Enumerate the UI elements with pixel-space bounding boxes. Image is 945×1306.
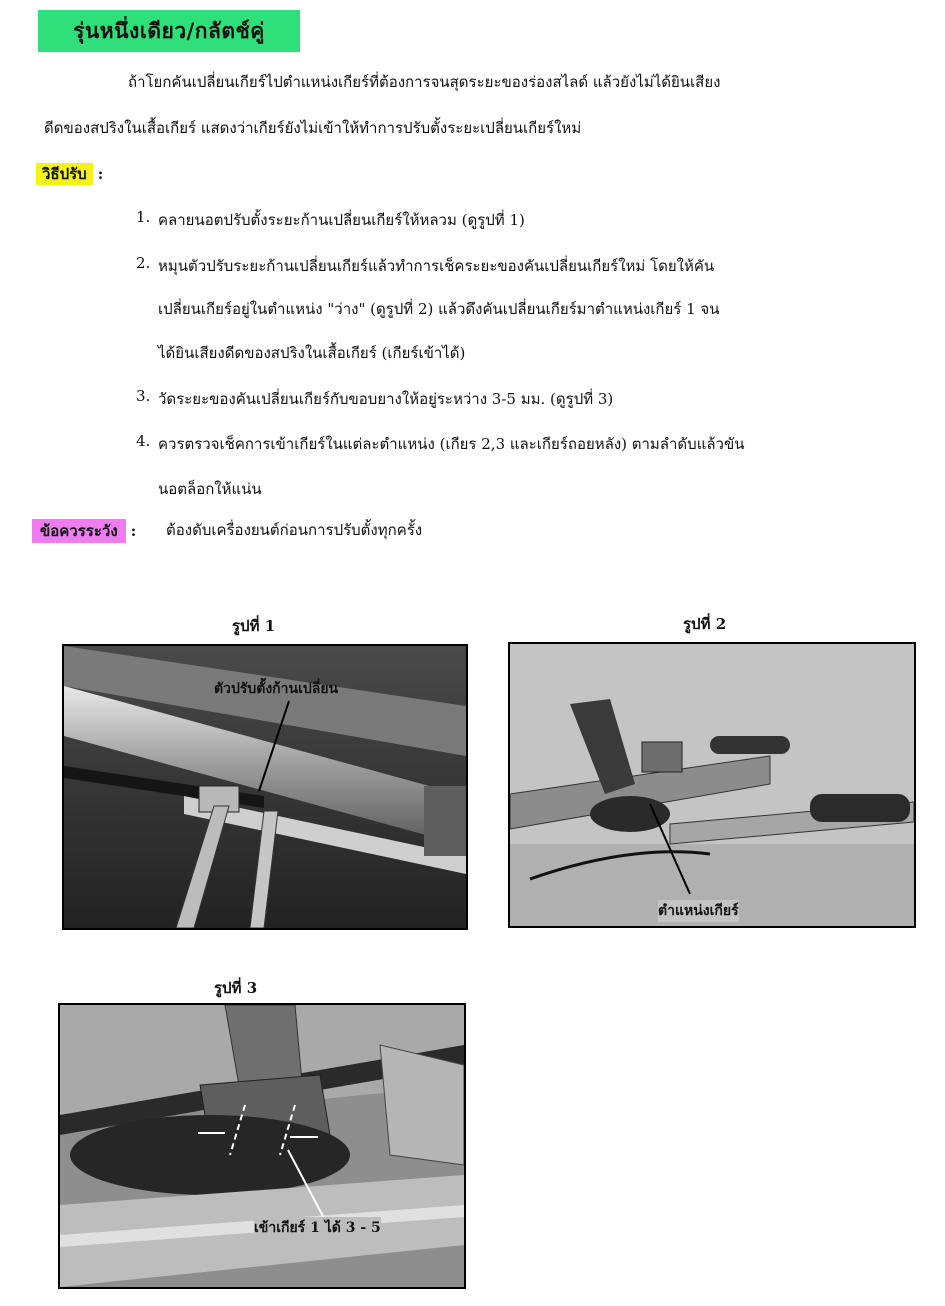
caution-heading <box>32 519 136 543</box>
step-4-number: 4. <box>136 432 151 450</box>
figure-3-photo <box>58 1003 466 1289</box>
figure-3-callout: เข้าเกียร์ 1 ได้ 3 - 5 <box>254 1217 381 1239</box>
intro-line-1: ถ้าโยกคันเปลี่ยนเกียร์ไปตำแหน่งเกียร์ที่ต้องการจนสุดระยะของร่องสไลด์ แล้วยังไม่ได้ยินเสียง <box>128 73 721 91</box>
method-colon: : <box>97 165 104 183</box>
figure-2-photo <box>508 642 916 928</box>
caution-text: ต้องดับเครื่องยนต์ก่อนการปรับตั้งทุกครั้ง <box>166 521 423 539</box>
method-label: วิธีปรับ <box>36 163 93 185</box>
figure-1-callout: ตัวปรับตั้งก้านเปลี่ยน <box>214 681 339 697</box>
step-3-line-1: วัดระยะของคันเปลี่ยนเกียร์กับขอบยางให้อยู่ระหว่าง 3-5 มม. (ดูรูปที่ 3) <box>158 390 614 408</box>
step-1-number: 1. <box>136 208 151 226</box>
intro-line-2: ดีดของสปริงในเสื้อเกียร์ แสดงว่าเกียร์ยังไม่เข้าให้ทำการปรับตั้งระยะเปลี่ยนเกียร์ใหม่ <box>44 119 582 137</box>
step-2-line-3: ได้ยินเสียงดีดของสปริงในเสื้อเกียร์ (เกียร์เข้าได้) <box>158 344 466 362</box>
figure-2-caption: รูปที่ 2 <box>683 615 727 633</box>
method-heading <box>36 162 103 186</box>
page-title-text: รุ่นหนึ่งเดียว/กลัตช์คู่ <box>73 17 265 43</box>
figure-2-callout: ตำแหน่งเกียร์ <box>658 900 739 922</box>
page-title <box>38 10 300 52</box>
step-2-number: 2. <box>136 254 151 272</box>
step-2-line-2: เปลี่ยนเกียร์อยู่ในตำแหน่ง "ว่าง" (ดูรูปที่ 2) แล้วดึงคันเปลี่ยนเกียร์มาตำแหน่งเกียร์ 1 จน <box>158 300 720 318</box>
step-4-line-2: นอตล็อกให้แน่น <box>158 480 262 498</box>
step-3-number: 3. <box>136 387 151 405</box>
caution-label: ข้อควรระวัง <box>32 519 126 543</box>
step-2-line-1: หมุนตัวปรับระยะก้านเปลี่ยนเกียร์แล้วทำการเช็คระยะของคันเปลี่ยนเกียร์ใหม่ โดยให้คัน <box>158 257 715 275</box>
figure-2-illustration <box>510 644 914 926</box>
caution-colon: : <box>130 522 137 540</box>
step-1-line-1: คลายนอตปรับตั้งระยะก้านเปลี่ยนเกียร์ให้หลวม (ดูรูปที่ 1) <box>158 211 525 229</box>
figure-1-caption: รูปที่ 1 <box>232 617 276 635</box>
step-4-line-1: ควรตรวจเช็คการเข้าเกียร์ในแต่ละตำแหน่ง (เกียร 2,3 และเกียร์ถอยหลัง) ตามลำดับแล้วขัน <box>158 435 745 453</box>
figure-3-caption: รูปที่ 3 <box>214 979 258 997</box>
figure-3-illustration <box>60 1005 464 1287</box>
